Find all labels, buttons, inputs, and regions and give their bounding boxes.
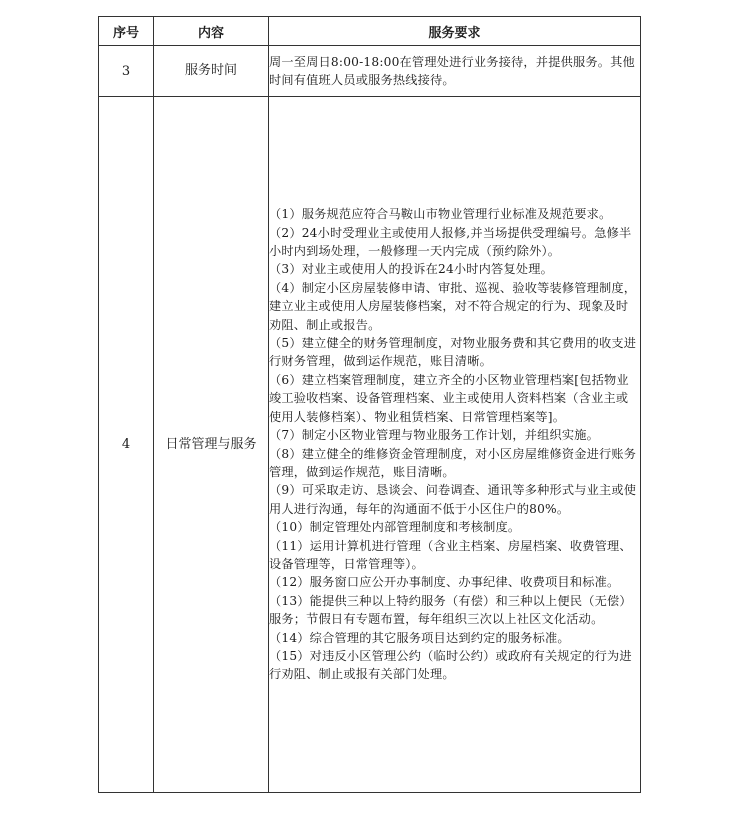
header-no: 序号 bbox=[99, 17, 154, 46]
row-number: 3 bbox=[99, 46, 154, 97]
requirement-line: （15）对违反小区管理公约（临时公约）或政府有关规定的行为进行劝阻、制止或报有关部门处理。 bbox=[269, 648, 632, 682]
requirement-line: （10）制定管理处内部管理制度和考核制度。 bbox=[269, 520, 521, 535]
header-content: 内容 bbox=[154, 17, 269, 46]
table-header-row bbox=[99, 17, 641, 46]
requirement-line: （3）对业主或使用人的投诉在24小时内答复处理。 bbox=[269, 262, 553, 277]
row-number: 4 bbox=[99, 97, 154, 793]
row-content: 日常管理与服务 bbox=[154, 97, 269, 793]
requirement-line: （1）服务规范应符合马鞍山市物业管理行业标准及规范要求。 bbox=[269, 207, 612, 222]
table-row bbox=[99, 97, 641, 793]
row-requirement bbox=[269, 46, 641, 97]
requirement-line: （5）建立健全的财务管理制度，对物业服务费和其它费用的收支进行财务管理，做到运作规范，账目清晰。 bbox=[269, 336, 637, 369]
row-content: 服务时间 bbox=[154, 46, 269, 97]
requirement-line: （8）建立健全的维修资金管理制度，对小区房屋维修资金进行账务管理，做到运作规范，账目清晰。 bbox=[269, 446, 637, 479]
header-requirement: 服务要求 bbox=[269, 17, 641, 46]
service-requirements-table bbox=[98, 16, 641, 793]
requirement-line: 周一至周日8:00-18:00在管理处进行业务接待，并提供服务。其他时间有值班人员或服务热线接待。 bbox=[269, 54, 635, 87]
requirement-line: （7）制定小区物业管理与物业服务工作计划，并组织实施。 bbox=[269, 428, 600, 443]
requirement-line: （14）综合管理的其它服务项目达到约定的服务标准。 bbox=[269, 630, 570, 645]
row-requirement bbox=[269, 97, 641, 793]
table-row bbox=[99, 46, 641, 97]
requirement-line: （2）24小时受理业主或使用人报修,并当场提供受理编号。急修半小时内到场处理，一般修理一天内完成（预约除外）。 bbox=[269, 225, 632, 259]
requirement-line: （4）制定小区房屋装修申请、审批、巡视、验收等装修管理制度，建立业主或使用人房屋装修档案，对不符合规定的行为、现象及时劝阻、制止或报告。 bbox=[269, 280, 637, 332]
requirement-line: （6）建立档案管理制度，建立齐全的小区物业管理档案[包括物业竣工验收档案、设备管理档案、业主或使用人资料档案（含业主或使用人装修档案）、物业租赁档案、日常管理档案等]。 bbox=[269, 372, 629, 424]
requirement-line: （9）可采取走访、恳谈会、问卷调查、通讯等多种形式与业主或使用人进行沟通，每年的沟通面不低于小区住户的80%。 bbox=[269, 483, 637, 516]
requirement-line: （12）服务窗口应公开办事制度、办事纪律、收费项目和标准。 bbox=[269, 575, 620, 590]
requirement-line: （11）运用计算机进行管理（含业主档案、房屋档案、收费管理、设备管理等，日常管理等）。 bbox=[269, 538, 632, 571]
requirement-line: （13）能提供三种以上特约服务（有偿）和三种以上便民（无偿）服务；节假日有专题布置，每年组织三次以上社区文化活动。 bbox=[269, 593, 632, 627]
